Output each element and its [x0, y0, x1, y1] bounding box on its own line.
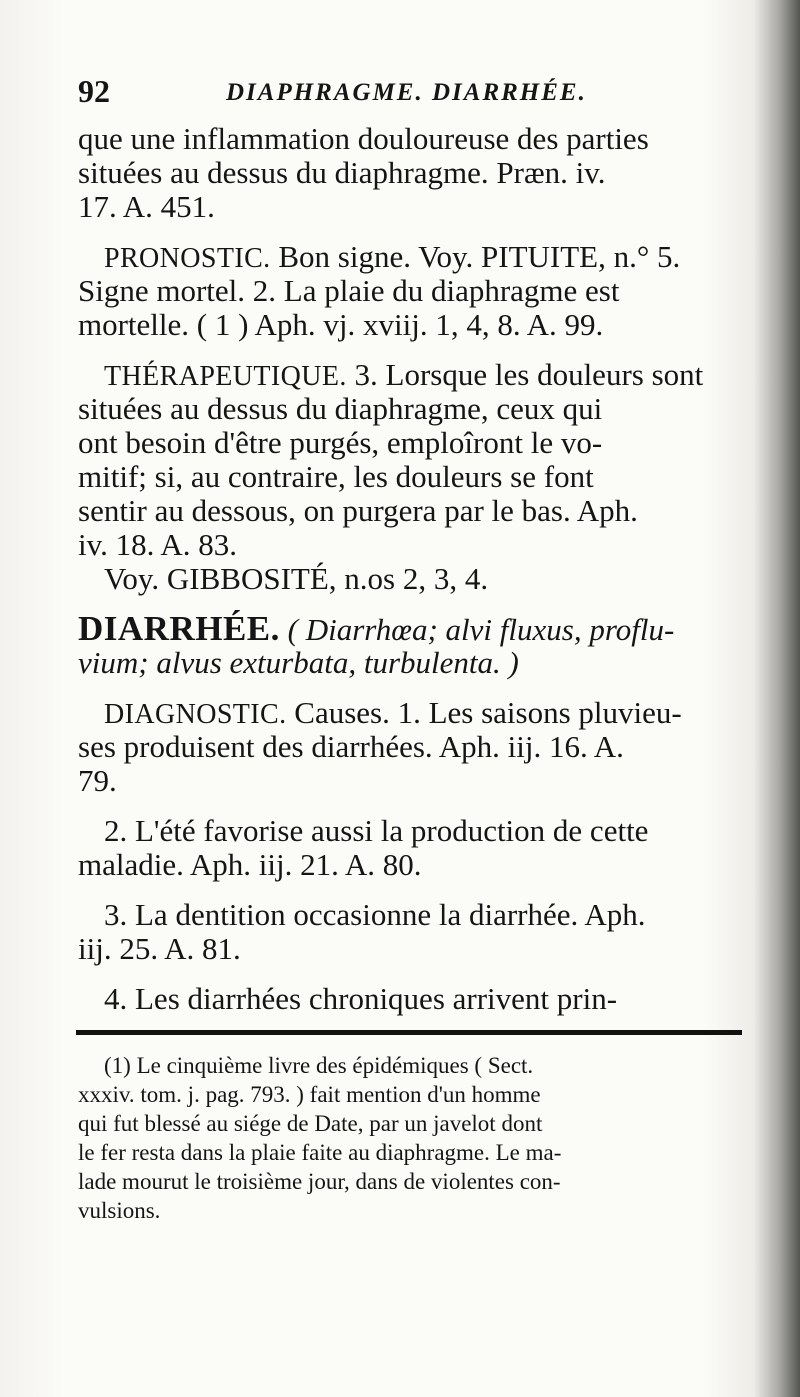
- body-line: 17. A. 451.: [78, 189, 215, 224]
- footnote-line: xxxiv. tom. j. pag. 793. ) fait mention d'un homme: [78, 1082, 541, 1107]
- footnote: [78, 1051, 738, 1225]
- diarrhee-heading: DIARRHÉE.: [78, 609, 280, 648]
- therapeutique-line: [78, 358, 738, 392]
- paragraph-gap: [78, 680, 738, 696]
- body-line: mitif; si, au contraire, les douleurs se font: [78, 459, 594, 494]
- footnote-line: lade mourut le troisième jour, dans de violentes con-: [78, 1169, 561, 1194]
- pronostic-line: [78, 240, 738, 274]
- footnote-line: vulsions.: [78, 1198, 161, 1223]
- pronostic-text: Bon signe. Voy. PITUITE, n.° 5.: [270, 239, 681, 274]
- latin-synonyms: ( Diarrhœa; alvi fluxus, proflu-: [287, 612, 675, 647]
- diagnostic-label: DIAGNOSTIC.: [104, 699, 287, 730]
- therapeutique-text: 3. Lorsque les douleurs sont: [346, 357, 704, 392]
- paragraph-gap: [78, 224, 738, 240]
- page-text: [78, 72, 738, 1225]
- diagnostic-text: Causes. 1. Les saisons pluvieu-: [286, 695, 682, 730]
- footnote-rule: [76, 1030, 742, 1035]
- footnote-line: qui fut blessé au siége de Date, par un javelot dont: [78, 1111, 543, 1136]
- diagnostic-line: [78, 696, 738, 730]
- footnote-line: le fer resta dans la plaie faite au diaphragme. Le ma-: [78, 1140, 562, 1165]
- body-line: sentir au dessous, on purgera par le bas. Aph.: [78, 493, 638, 528]
- pronostic-label: PRONOSTIC.: [104, 243, 271, 274]
- body-line: 79.: [78, 763, 117, 798]
- body-line: 4. Les diarrhées chroniques arrivent prin-: [104, 981, 618, 1016]
- body-line: mortelle. ( 1 ) Aph. vj. xviij. 1, 4, 8. A. 99.: [78, 307, 604, 342]
- footnote-line: (1) Le cinquième livre des épidémiques ( Sect.: [104, 1053, 534, 1078]
- paragraph-gap: [78, 882, 738, 898]
- body-line: iv. 18. A. 83.: [78, 527, 238, 562]
- running-head: DIAPHRAGME. DIARRHÉE.: [226, 79, 587, 106]
- body-line: situées au dessus du diaphragme. Præn. iv.: [78, 155, 606, 190]
- body-line: 2. L'été favorise aussi la production de cette: [104, 813, 649, 848]
- body-line: maladie. Aph. iij. 21. A. 80.: [78, 847, 422, 882]
- therapeutique-label: THÉRAPEUTIQUE.: [104, 361, 347, 392]
- body-line: situées au dessus du diaphragme, ceux qui: [78, 391, 603, 426]
- body-line: ses produisent des diarrhées. Aph. iij. 16. A.: [78, 729, 624, 764]
- page-header: [78, 72, 738, 110]
- body-line: Voy. GIBBOSITÉ, n.os 2, 3, 4.: [104, 561, 489, 596]
- paragraph-gap: [78, 342, 738, 358]
- body-line: 3. La dentition occasionne la diarrhée. Aph.: [104, 897, 646, 932]
- diarrhee-heading-line: [78, 609, 738, 648]
- body-line: ont besoin d'être purgés, emploîront le vo-: [78, 425, 603, 460]
- body-line: que une inflammation douloureuse des parties: [78, 121, 649, 156]
- paragraph-gap: [78, 798, 738, 814]
- paragraph-gap: [78, 966, 738, 982]
- body-line: iij. 25. A. 81.: [78, 931, 241, 966]
- body-line: Signe mortel. 2. La plaie du diaphragme est: [78, 273, 620, 308]
- page-number: 92: [78, 73, 110, 109]
- latin-synonyms-continued: vium; alvus exturbata, turbulenta. ): [78, 645, 519, 680]
- page-edge-shadow: [754, 0, 800, 1397]
